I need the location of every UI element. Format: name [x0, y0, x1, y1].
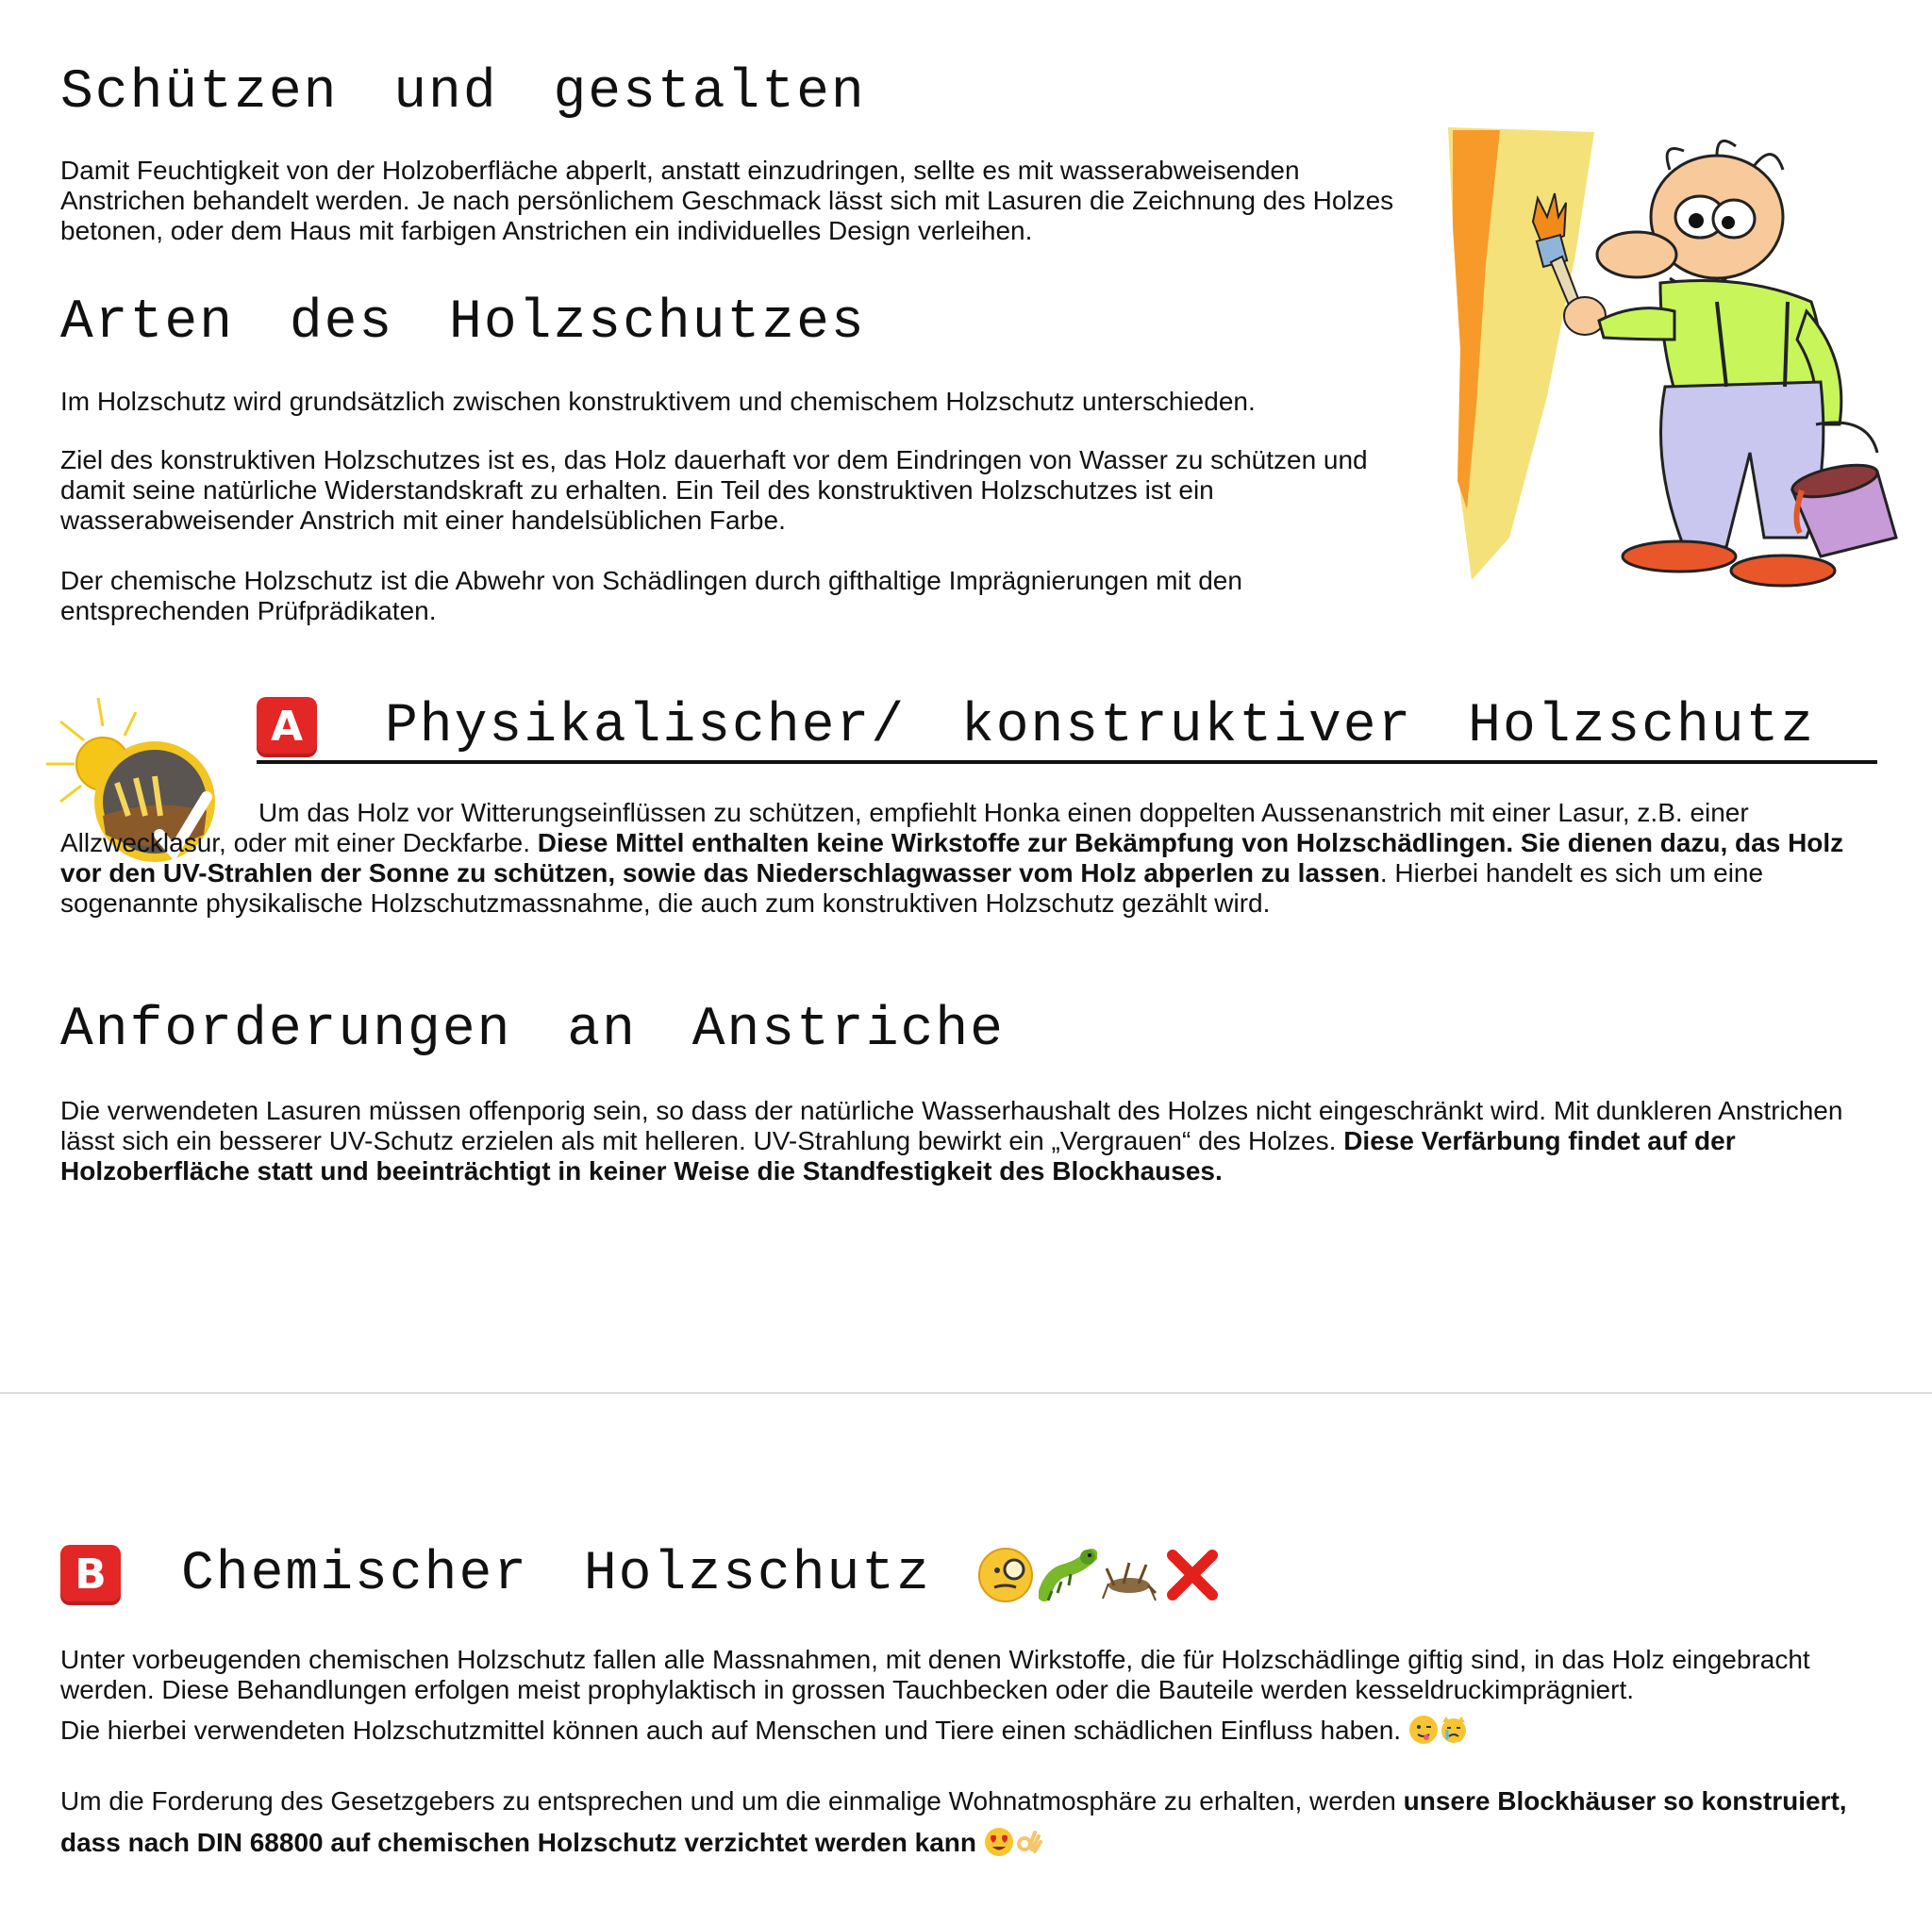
paragraph-chemischer-1: Unter vorbeugenden chemischen Holzschutz fallen alle Massnahmen, mit denen Wirkstoffe, die für Holzschädlinge giftig sind, in das Holz eingebracht werden. Diese Behandlungen erfolgen meist prophylaktisch in grossen Tauchbecken oder die Bauteile werden kesseldruckimprägniert.: [60, 1645, 1810, 1704]
shoe-left-icon: [1623, 541, 1736, 572]
section-a-heading-bar: [257, 696, 1877, 764]
heading-physikalischer-holzschutz: Physikalischer/ konstruktiver Holzschutz: [385, 696, 1816, 757]
heading-arten-des-holzschutzes: Arten des Holzschutzes: [60, 292, 866, 354]
paragraph-chemischer-2: [60, 1715, 1872, 1746]
text-span: Die verwendeten Lasuren müssen offenporig sein, so dass der natürliche Wasserhaushalt des Holzes nicht eingeschränkt wird. Mit dunkleren Anstrichen lässt sich ein besserer UV-Schutz erzielen als mit helleren. UV-Strahlung bewirkt ein „Vergrauen“ des Holzes.: [60, 1096, 1843, 1155]
nose-icon: [1597, 232, 1676, 277]
shoe-right-icon: [1731, 556, 1835, 586]
heading-schuetzen-und-gestalten: Schützen und gestalten: [60, 62, 866, 124]
paragraph-chemischer-3: [60, 1781, 1872, 1864]
monocle-face-icon: [976, 1546, 1035, 1604]
crying-cat-icon: [1439, 1715, 1469, 1745]
text-span: . Hierbei handelt es sich um eine sogenannte physikalische Holzschutzmassnahme, die auch zum konstruktiven Holzschutz gezählt wird.: [60, 858, 1764, 918]
badge-a-icon: A: [257, 697, 317, 757]
heading-emoji-row: [976, 1546, 1222, 1604]
cross-mark-icon: [1163, 1546, 1222, 1604]
paragraph-physikalischer-holzschutz: [60, 798, 1872, 919]
ok-hand-icon: [1014, 1827, 1044, 1857]
heading-anforderungen-an-anstriche: Anforderungen an Anstriche: [60, 1000, 1005, 1061]
paragraph-arten-3: Der chemische Holzschutz ist die Abwehr von Schädlingen durch gifthaltige Imprägnierungen mit den entsprechenden Prüfprädikaten.: [60, 566, 1242, 625]
text-span: Um das Holz vor Witterungseinflüssen zu schützen, empfiehlt Honka einen doppelten Aussenanstrich mit einer Lasur, z.B. einer Allzwecklasur, oder mit einer Deckfarbe.: [60, 798, 1749, 857]
bold-span: unsere Blockhäuser so konstruiert, dass nach DIN 68800 auf chemischen Holzschutz verzichtet werden kann: [60, 1786, 1847, 1857]
bug-icon: [1039, 1546, 1097, 1604]
bold-span: Diese Mittel enthalten keine Wirkstoffe zur Bekämpfung von Holzschädlingen. Sie dienen dazu, das Holz vor den UV-Strahlen der Sonne zu schützen, sowie das Niederschlagwasser vom Holz abperlen zu lassen: [60, 828, 1844, 887]
painter-illustration: [1434, 113, 1915, 604]
section-divider: [0, 1392, 1932, 1394]
section-b-heading: [60, 1544, 1222, 1605]
paragraph-arten-1: Im Holzschutz wird grundsätzlich zwischen konstruktivem und chemischem Holzschutz unterschieden.: [60, 387, 1256, 416]
wink-tongue-icon: [1408, 1715, 1439, 1745]
badge-b-icon: B: [60, 1545, 121, 1605]
eye-right-icon: [1713, 200, 1755, 238]
text-span: Um die Forderung des Gesetzgebers zu entsprechen und um die einmalige Wohnatmosphäre zu erhalten, werden: [60, 1786, 1404, 1816]
hand-icon: [1564, 297, 1606, 335]
cricket-icon: [1101, 1546, 1159, 1604]
paragraph-schuetzen: Damit Feuchtigkeit von der Holzoberfläche abperlt, anstatt einzudringen, sellte es mit wasserabweisenden Anstrichen behandelt werden. Je nach persönlichem Geschmack lässt sich mit Lasuren die Zeichnung des Holzes betonen, oder dem Haus mit farbigen Anstrichen ein individuelles Design verleihen.: [60, 156, 1394, 245]
paragraph-anforderungen: [60, 1096, 1862, 1186]
heading-chemischer-holzschutz: Chemischer Holzschutz: [181, 1544, 931, 1605]
paragraph-arten-2: Ziel des konstruktiven Holzschutzes ist es, das Holz dauerhaft vor dem Eindringen von Wasser zu schützen und damit seine natürliche Widerstandskraft zu erhalten. Ein Teil des konstruktiven Holzschutzes ist ein wasserabweisender Anstrich mit einer handelsüblichen Farbe.: [60, 445, 1368, 535]
text-span: Die hierbei verwendeten Holzschutzmittel können auch auf Menschen und Tiere einen schädlichen Einfluss haben.: [60, 1716, 1402, 1745]
bold-span: Diese Verfärbung findet auf der Holzoberfläche statt und beeinträchtigt in keiner Weise die Standfestigkeit des Blockhauses.: [60, 1126, 1736, 1186]
section-a-heading: [257, 696, 1815, 757]
arm-icon: [1599, 308, 1674, 340]
heart-eyes-icon: [984, 1827, 1014, 1857]
